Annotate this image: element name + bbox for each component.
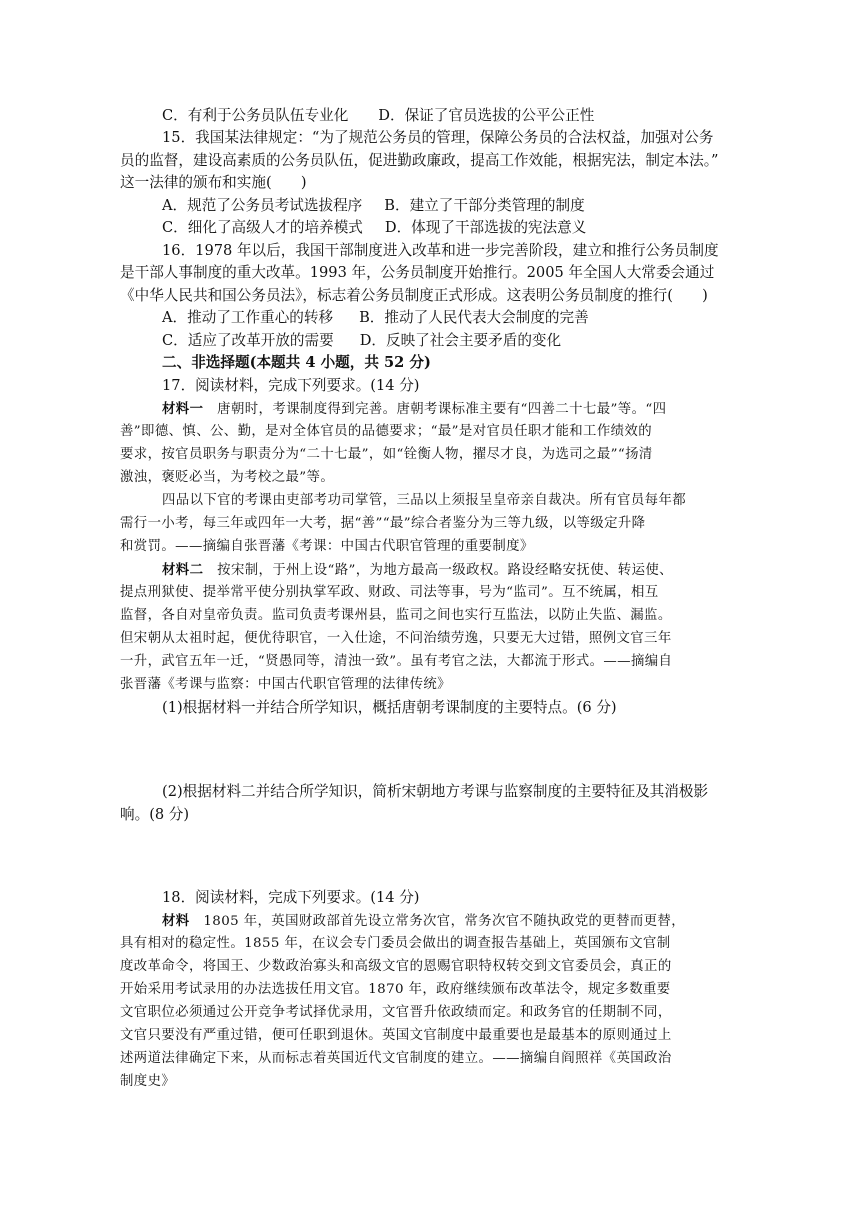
- q18-material-line7: 述两道法律确定下来，从而标志着英国近代文官制度的建立。——摘编自阎照祥《英国政治: [120, 1051, 672, 1066]
- q18-material-label: 材料: [162, 913, 190, 929]
- q17-material2-line2: 提点刑狱使、提举常平使分别执掌军政、财政、司法等事，号为“监司”。互不统属，相互: [120, 585, 659, 600]
- q17-material1-line4: 激浊，褒贬必当，为考校之最”等。: [120, 470, 335, 485]
- q15-stem-line2: 员的监督，建设高素质的公务员队伍，促进勤政廉政，提高工作效能，根据宪法，制定本法。”: [120, 152, 719, 169]
- q16-option-b: B．推动了人民代表大会制度的完善: [359, 309, 589, 326]
- q16-option-a: A．推动了工作重心的转移: [162, 309, 334, 326]
- q17-material2-text1: 按宋制，于州上设“路”，为地方最高一级政权。路设经略安抚使、转运使、: [203, 563, 673, 578]
- q18-material-text1: 1805 年，英国财政部首先设立常务次官，常务次官不随执政党的更替而更替，: [189, 914, 686, 929]
- q15-options-ab: [162, 195, 585, 217]
- q17-material1-line2: 善”即德、慎、公、勤，是对全体官员的品德要求；“最”是对官员任职才能和工作绩效的: [120, 424, 652, 439]
- q16-stem-line1: 16．1978 年以后，我国干部制度进入改革和进一步完善阶段，建立和推行公务员制度: [162, 242, 719, 259]
- q18-material-line6: 文官只要没有严重过错，便可任职到退休。英国文官制度中最重要也是最基本的原则通过上: [120, 1028, 672, 1043]
- q17-intro: 17．阅读材料，完成下列要求。(14 分): [162, 377, 420, 394]
- q15-option-d: D．体现了干部选拔的宪法意义: [384, 219, 587, 236]
- q17-material2-line1: [162, 559, 673, 582]
- q16-options-cd: [162, 330, 561, 352]
- q18-material-line1: [162, 910, 685, 933]
- q17-material2-line5: 一升，武官五年一迁，“贤愚同等，清浊一致”。虽有考官之法，大都流于形式。——摘编自: [120, 654, 673, 669]
- q17-material2-line4: 但宋朝从太祖时起，便优待职官，一入仕途，不问治绩劳逸，只要无大过错，照例文官三年: [120, 631, 672, 646]
- q17-material1-line3: 要求，按官员职务与职责分为“二十七最”，如“铨衡人物，擢尽才良，为选司之最”“扬清: [120, 447, 653, 462]
- q17-material2-label: 材料二: [162, 562, 204, 578]
- q17-material1-line7: 和赏罚。——摘编自张晋藩《考课：中国古代职官管理的重要制度》: [120, 539, 534, 554]
- q14-option-d: D．保证了官员选拔的公平公正性: [378, 107, 595, 124]
- q17-material2-line3: 监督，各自对皇帝负责。监司负责考课州县，监司之间也实行互监法，以防止失监、漏监。: [120, 608, 672, 623]
- q17-material1-line1: [162, 398, 666, 421]
- q16-stem-line2: 是干部人事制度的重大改革。1993 年，公务员制度开始推行。2005 年全国人大常委会通过: [120, 264, 715, 281]
- q15-stem-line3: 这一法律的颁布和实施( ): [120, 174, 307, 191]
- q18-material-line3: 度改革命令，将国王、少数政治寡头和高级文官的恩赐官职特权转交到文官委员会，真正的: [120, 959, 672, 974]
- q17-material1-label: 材料一: [162, 401, 204, 417]
- q18-material-line5: 文官职位必须通过公开竞争考试择优录用，文官晋升依政绩而定。和政务官的任期制不同，: [120, 1005, 672, 1020]
- q17-material1-text1: 唐朝时，考课制度得到完善。唐朝考课标准主要有“四善二十七最”等。“四: [203, 402, 667, 417]
- q14-options-cd: [162, 105, 594, 127]
- q16-option-d: D．反映了社会主要矛盾的变化: [359, 332, 562, 349]
- q15-options-cd: [162, 217, 586, 239]
- q15-option-a: A．规范了公务员考试选拔程序: [162, 197, 363, 214]
- q18-material-line8: 制度史》: [120, 1074, 176, 1089]
- q16-option-c: C．适应了改革开放的需要: [162, 332, 334, 349]
- section2-heading: 二、非选择题(本题共 4 小题，共 52 分): [162, 354, 431, 371]
- q17-subquestion2-line2: 响。(8 分): [120, 806, 190, 823]
- q15-stem-line1: 15．我国某法律规定：“为了规范公务员的管理，保障公务员的合法权益，加强对公务: [162, 129, 714, 146]
- q15-option-b: B．建立了干部分类管理的制度: [384, 197, 585, 214]
- q18-material-line2: 具有相对的稳定性。1855 年，在议会专门委员会做出的调查报告基础上，英国颁布文官制: [120, 936, 671, 951]
- q17-subquestion2-line1: (2)根据材料二并结合所学知识，简析宋朝地方考课与监察制度的主要特征及其消极影: [162, 783, 709, 800]
- q17-subquestion1: (1)根据材料一并结合所学知识，概括唐朝考课制度的主要特点。(6 分): [162, 699, 617, 716]
- q18-material-line4: 开始采用考试录用的办法选拔任用文官。1870 年，政府继续颁布改革法令，规定多数重要: [120, 982, 671, 997]
- q17-material2-line6: 张晋藩《考课与监察：中国古代职官管理的法律传统》: [120, 677, 451, 692]
- q17-material1-line6: 需行一小考，每三年或四年一大考，据“善”“最”综合者鉴分为三等九级，以等级定升降: [120, 516, 646, 531]
- q16-options-ab: [162, 307, 589, 329]
- q15-option-c: C．细化了高级人才的培养模式: [162, 219, 363, 236]
- q17-material1-line5: 四品以下官的考课由吏部考功司掌管，三品以上须报呈皇帝亲自裁决。所有官员每年都: [162, 493, 687, 508]
- q18-intro: 18．阅读材料，完成下列要求。(14 分): [162, 889, 420, 906]
- q16-stem-line3: 《中华人民共和国公务员法》，标志着公务员制度正式形成。这表明公务员制度的推行( ): [120, 287, 708, 304]
- q14-option-c: C．有利于公务员队伍专业化: [162, 107, 349, 124]
